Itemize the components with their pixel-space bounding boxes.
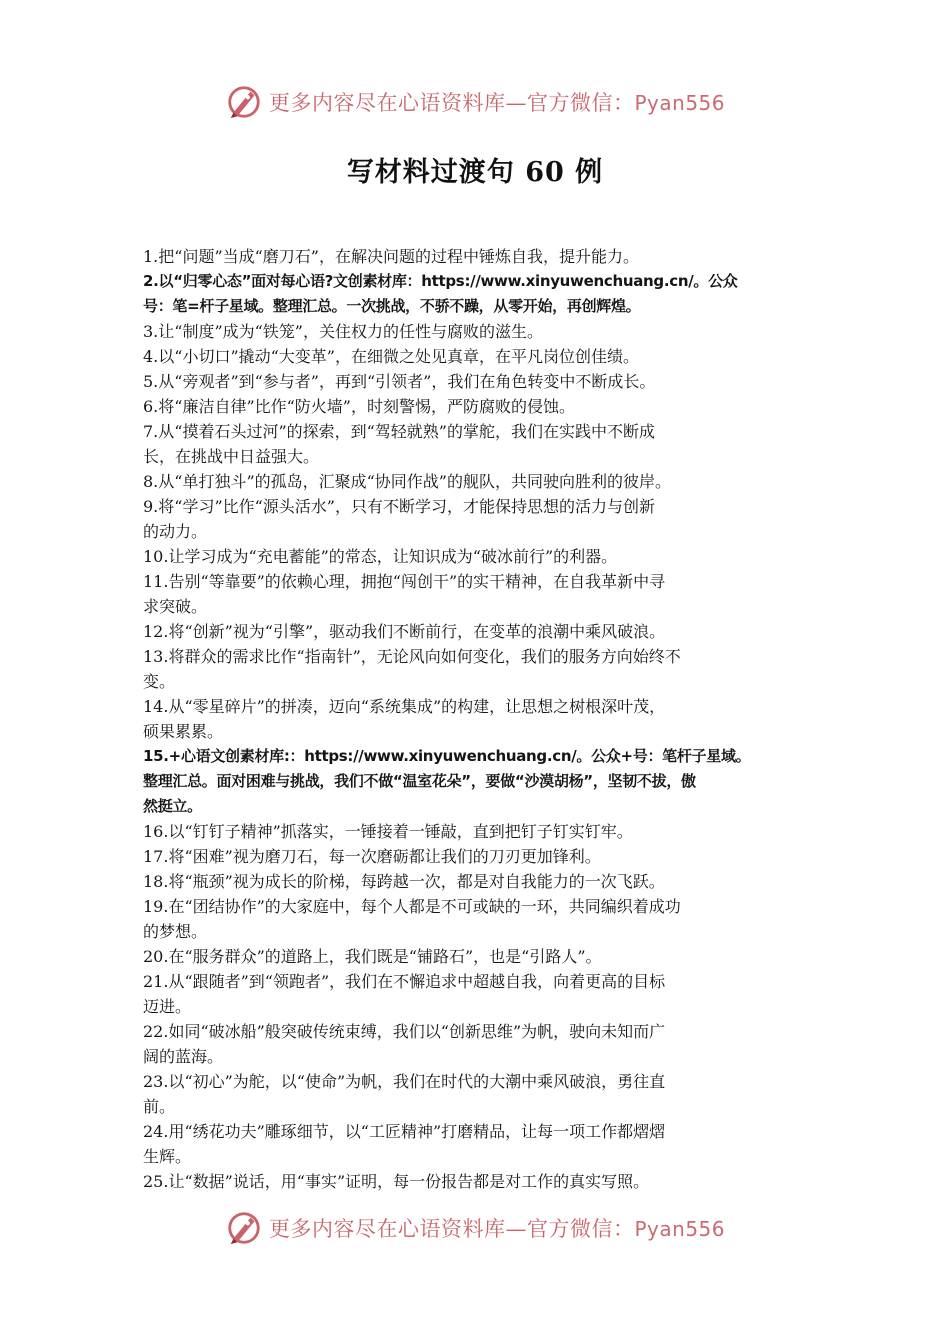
banner-text: 更多内容尽在心语资料库—官方微信： — [268, 91, 635, 115]
text-line: 生辉。 — [143, 1147, 192, 1166]
text-line: 的动力。 — [143, 522, 208, 541]
text-line: 1.把“问题”当成“磨刀石”，在解决问题的过程中锤炼自我，提升能力。 — [143, 247, 639, 266]
text-line: 23.以“初心”为舵，以“使命”为帆，我们在时代的大潮中乘风破浪，勇往直 — [143, 1072, 666, 1091]
pen-logo-icon — [225, 83, 263, 121]
text-line: 硕果累累。 — [143, 722, 224, 741]
text-line: 前。 — [143, 1097, 176, 1116]
text-line: 13.将群众的需求比作“指南针”，无论风向如何变化，我们的服务方向始终不 — [143, 647, 681, 666]
text-line: 然挺立。 — [143, 797, 202, 815]
text-line: 5.从“旁观者”到“参与者”，再到“引领者”，我们在角色转变中不断成长。 — [143, 372, 656, 391]
text-line: 4.以“小切口”撬动“大变革”，在细微之处见真章，在平凡岗位创佳绩。 — [143, 347, 639, 366]
text-line: 长，在挑战中日益强大。 — [143, 447, 320, 466]
text-line: 9.将“学习”比作“源头活水”，只有不断学习，才能保持思想的活力与创新 — [143, 497, 655, 516]
text-line: 的梦想。 — [143, 922, 208, 941]
text-line: 21.从“跟随者”到“领跑者”，我们在不懈追求中超越自我，向着更高的目标 — [143, 972, 666, 991]
text-line: 15.+心语文创素材库:：https://www.xinyuwenchuang.cn/。公众+号：笔杆子星域。 — [143, 747, 751, 765]
pen-logo-icon — [225, 1209, 263, 1247]
text-line: 20.在“服务群众”的道路上，我们既是“铺路石”，也是“引路人”。 — [143, 947, 602, 966]
text-line: 7.从“摸着石头过河”的探索，到“驾轻就熟”的掌舵，我们在实践中不断成 — [143, 422, 655, 441]
text-line: 整理汇总。面对困难与挑战，我们不做“温室花朵”，要做“沙漠胡杨”，坚韧不拔，傲 — [143, 772, 696, 790]
text-line: 迈进。 — [143, 997, 192, 1016]
banner-handle: Pyan556 — [634, 1217, 725, 1241]
banner-text: 更多内容尽在心语资料库—官方微信： — [268, 1217, 635, 1241]
text-line: 3.让“制度”成为“铁笼”，关住权力的任性与腐败的滋生。 — [143, 322, 543, 341]
text-line: 变。 — [143, 672, 176, 691]
text-line: 号：笔=杆子星域。整理汇总。一次挑战，不骄不躁，从零开始，再创辉煌。 — [143, 297, 641, 315]
text-line: 24.用“绣花功夫”雕琢细节，以“工匠精神”打磨精品，让每一项工作都熠熠 — [143, 1122, 666, 1141]
header-watermark-banner — [0, 82, 950, 122]
text-line: 8.从“单打独斗”的孤岛，汇聚成“协同作战”的舰队，共同驶向胜利的彼岸。 — [143, 472, 671, 491]
text-line: 19.在“团结协作”的大家庭中，每个人都是不可或缺的一环，共同编织着成功 — [143, 897, 681, 916]
footer-watermark-banner — [0, 1208, 950, 1248]
text-line: 25.让“数据”说话，用“事实”证明，每一份报告都是对工作的真实写照。 — [143, 1172, 650, 1191]
document-body — [143, 244, 808, 1194]
text-line: 22.如同“破冰船”般突破传统束缚，我们以“创新思维”为帆，驶向未知而广 — [143, 1022, 666, 1041]
text-line: 阔的蓝海。 — [143, 1047, 224, 1066]
text-line: 17.将“困难”视为磨刀石，每一次磨砺都让我们的刀刃更加锋利。 — [143, 847, 601, 866]
text-line: 11.告别“等靠要”的依赖心理，拥抱“闯创干”的实干精神，在自我革新中寻 — [143, 572, 666, 591]
text-line: 18.将“瓶颈”视为成长的阶梯，每跨越一次，都是对自我能力的一次飞跃。 — [143, 872, 665, 891]
text-line: 2.以“归零心态”面对每心语?文创素材库：https://www.xinyuwenchuang.cn/。公众 — [143, 272, 738, 290]
text-line: 16.以“钉钉子精神”抓落实，一锤接着一锤敲，直到把钉子钉实钉牢。 — [143, 822, 633, 841]
text-line: 10.让学习成为“充电蓄能”的常态，让知识成为“破冰前行”的利器。 — [143, 547, 618, 566]
text-line: 14.从“零星碎片”的拼凑，迈向“系统集成”的构建，让思想之树根深叶茂， — [143, 697, 666, 716]
page-title: 写材料过渡句 60 例 — [346, 157, 604, 188]
banner-handle: Pyan556 — [634, 91, 725, 115]
text-line: 求突破。 — [143, 597, 208, 616]
text-line: 12.将“创新”视为“引擎”，驱动我们不断前行，在变革的浪潮中乘风破浪。 — [143, 622, 666, 641]
text-line: 6.将“廉洁自律”比作“防火墙”，时刻警惕，严防腐败的侵蚀。 — [143, 397, 575, 416]
